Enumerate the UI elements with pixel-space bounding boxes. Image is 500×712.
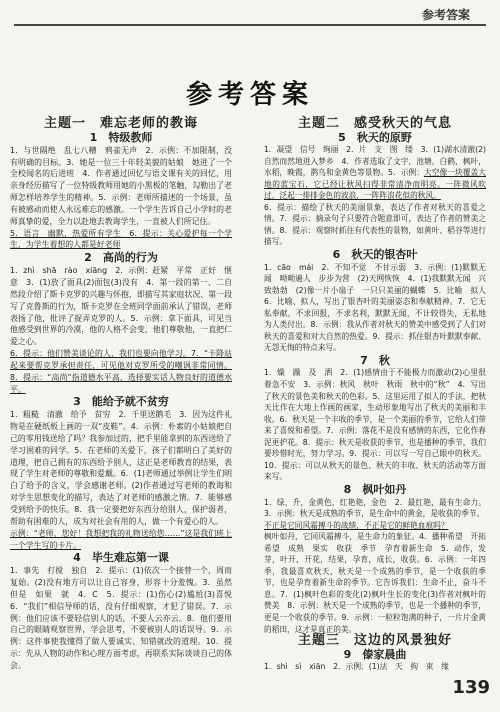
answer-text: 1．shì sì xiān 2．示例：(1)法 天 拘 束 缘 (264, 662, 449, 672)
answer-text (10, 528, 232, 552)
answer-text: 1．zhì shā rào xiāng 2．示例：赶紧 平常 正好 惬意 3．(1)放了面具(2)面包(3)没有 4．第一段的第一、二自然段介绍了斯卡克罗的兴趣与怀抱，即描写其家庭状况、第一段写了克鲁斯的行为，斯卡克罗在全班同学面前承认了错误，老师表扬了他，批评了捉弄克罗的人。5．示例：拿下面具，可见当他感受到世界的冷漠，他的人格不会变，他们尊敬他，一直把仁爱之心。 (10, 266, 232, 347)
corner-tag: 参考答案 (421, 8, 470, 22)
lesson-title: 1 特级教师 (89, 130, 153, 144)
page-number: 139 (452, 677, 490, 698)
lesson-title: 3 能给予就不贫穷 (73, 395, 169, 409)
theme-heading: 主题三 这边的风景独好 (297, 633, 452, 649)
lesson-title: 7 秋 (360, 353, 390, 367)
lesson-title: 5 秋天的原野 (338, 130, 412, 144)
top-rule (14, 24, 486, 26)
underlined-answer: 5．语言 幽默，热爱所有学生 6．提示：关心爱护每一个学生，为学生着想的人都是好老师 (10, 228, 232, 250)
answer-text (264, 144, 486, 202)
lesson-title: 4 毕生难忘第一课 (73, 551, 169, 565)
answer-text (10, 228, 232, 252)
lesson-title: 6 秋天的银杏叶 (332, 248, 418, 262)
answer-text-lead: 1．凝望 信号 绚丽 2．片 支 图 缕 3．(1)湖水清澈(2)自然而然地进入梦乡 4．作者选取了文字，池塘，白鹤，枫叶，水稻，晚霞，鹊鸟和金黄色等景物。5．示例： (264, 145, 486, 178)
lesson-title: 2 高尚的行为 (84, 251, 158, 265)
theme-heading: 主题二 感受秋天的气息 (297, 116, 452, 131)
underlined-answer: 示例：“老师，您好！我想把我的礼物送给您……”这是我们班上一个学生写的卡片。 (10, 528, 232, 550)
answer-text (264, 520, 486, 532)
underlined-answer: 6．提示：他们赞美谈论的人，我们也要向他学习。7．“卡降站起来要帮克罗承担责任，可见他对克罗所受的嘲讽非常同情。8．提示：“高尚”指道德水平高，选择要实话人物良好的道德水平。 (10, 349, 232, 394)
lesson-title: 8 枫叶如丹 (343, 482, 407, 496)
answer-text: 1．与世隔绝 乱七八糟 鸦雀无声 2．示例：不加限制，没有明确的目标。3．她是一位三十年轻美貌的姑娘 她进了一个全校闻名的后进班 4．作者通过回忆与语文课有关的回忆，用亲身经历描写了一位特级教师用她的小黑板的笔触，勾勒出了老师怎样培养学生的精神。5．示例：老师所描述的一个场景，虽有被感动而使人永远难忘的感激。一个学生告诉自己小学时的老师真挚的爱，全力以赴地去教诲学生，一直被人们所记住。 (10, 145, 232, 226)
answer-text: 1．粗糙 清澈 给予 贫穷 2．千里送鹅毛 3．因为这件礼物是在硬纸板上画的一双“皮鞋”。4．示例：朴素的小姑娘把自己的零用钱送给了吗？我参加过的，把手里能拿到的东西送给了学习困难的同学。5．在老师的关爱下，孩子们都明白了美好的道理，把自己拥有的东西给予别人，这正是老师教育的结果，表现了学生对老师的尊敬和爱戴。6．(1)老师通过举例让学生们明白了给予的含义，学会感谢老师。(2)作者通过写老师的教诲和对学生思想变化的描写，表达了对老师的感激之情。7．能够感受到给予的快乐。8．我一定要把好东西分给别人，保护弱者，帮助有困难的人，成为对社会有用的人，做一个有爱心的人。 (10, 410, 232, 526)
page-title: 参考答案 (185, 80, 314, 110)
answer-text (10, 348, 232, 395)
left-column (10, 116, 240, 672)
answer-text: 1．绿，升，金黄色，红艳艳，金色 2．最红艳，最有生命力。3．示例：秋天是成熟的季节，是生命中的黄金，是收获的季节。 (264, 497, 486, 519)
right-column (264, 116, 494, 673)
underlined-answer: 大空像一块覆盖大地的蓝宝石，它已经让秋风扫得非常清净而明亮。一阵微风吹过，泛起一排排金色的波浪，一阵阵浪花似的秋风。 (264, 168, 486, 201)
underlined-answer: 不正是它同风霜搏斗的战绩，不正是它的鲜艳血痕吗？ (264, 520, 449, 530)
answer-text: 1．cāo mái 2．不知不觉 不甘示弱 3．示例：(1)默默无闻 呦呦遍人 步步为营 (2)天网恢恢 4．(1)我默默无闻 兴致勃勃 (2)像一片小扇子 一只只美丽的蝴蝶 5．比喻 拟人 6．比喻、拟人，写出了银杏叶的美丽姿态和奉献精神。7．它无私奉献，不求回报，不求名利，默默无闻，不计较得失，无私地为人类付出。8．示例：我从作者对秋天的赞美中感受到了人们对秋天的喜爱和对大自然的热爱。9．提示：抓住银杏叶默默奉献、无怨无悔的特点来写。 (264, 262, 494, 353)
answer-text: 1．事先 打搅 独自 2．提示：(1)依次一个接替一个，周而复始。(2)没有地方可以让自己容身，形容十分羞愧。3．虽然 但是 如果 就 4．C 5．提示：(1)伤心(2)尴尬(3)喜悦 6．“我们”相信导师的话，没有仔细观察，才犯了错误。7．示例：他们应该不要轻信别人的话，不要人云亦云。8．他们要用自己的眼睛观察世界，学会思考，不要被别人的话误导。9．示例：这件事使我懂得了做人要诚实、知错就改的道理。10．提示：先从人物的动作和心理方面考虑，再联系实际谈谈自己的体会。 (10, 566, 240, 670)
answer-text: 6．提示：描绘了秋天的美丽景象，表达了作者对秋天的喜爱之情。7．提示：摘录句子只要符合题意即可，表达了作者的赞美之情。8．提示：观察时抓住有代表性的景物，如黄叶、稻谷等进行描写。 (264, 202, 486, 247)
theme-heading: 主题一 难忘老师的教诲 (43, 116, 198, 131)
answer-text: 1．燥 躁 及 洒 2．(1)感情由于不能极力而激动(2)心里很着急不安 3．示例：秋风 秋叶 秋雨 秋中的“秋” 4．写出了秋天的景色美和秋天的色彩。5．这里运用了拟人的手法，把秋天比作在大地上作画的画家，生动形象地写出了秋天的美丽和丰收。6．秋天是一个丰收的季节，是一个美丽的季节，它给人们带来了喜悦和希望。7．示例：落花不是没有感情的东西，它化作春泥更护花。8．提示：秋天是收获的季节，也是播种的季节，我们要珍惜时光，努力学习。9．提示：可以写一写自己眼中的秋天。10．提示：可以从秋天的景色、秋天的丰收、秋天的活动等方面来写。 (264, 368, 486, 482)
lesson-title: 9 傣家晨曲 (343, 647, 407, 661)
answer-text: 枫叶如丹，它同风霜搏斗，是生命力的象征。4．播种希望 开拓希望 成熟 果实 收获 季节 孕育着新生命 5．动作，发芽，叶开，开花，结果，孕育，成长，收获。6．示例：一年四季，我最喜欢秋天，秋天是一个成熟的季节，是一个收获的季节，也是孕育着新生命的季节。它告诉我们：生命不止，奋斗不息。7．(1)枫叶色彩的变化(2)枫叶生长的变化(3)作者对枫叶的赞美 8．示例：秋天是一个成熟的季节，也是一个播种的季节，更是一个收获的季节。9．示例：一粒粒饱满的种子，一片片金黄的稻田，这才是真正的美。 (264, 532, 486, 634)
